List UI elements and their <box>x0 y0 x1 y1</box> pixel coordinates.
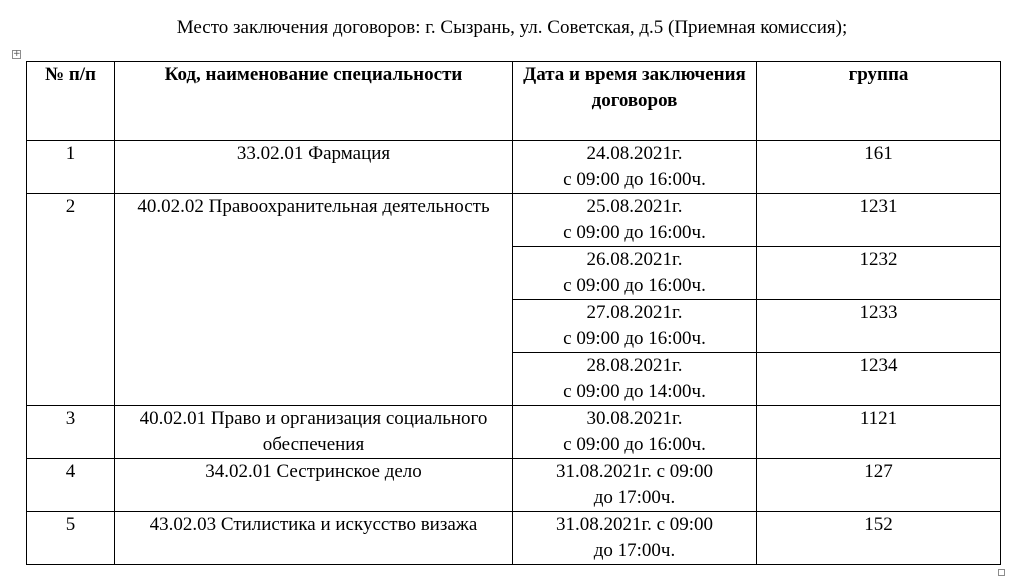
cell-date: 31.08.2021г. с 09:00 <box>555 461 714 482</box>
cell-group: 1233 <box>757 300 1001 353</box>
cell-date: 31.08.2021г. с 09:00 <box>555 514 714 535</box>
cell-num: 4 <box>27 459 115 512</box>
cell-group: 1234 <box>757 353 1001 406</box>
cell-date: 30.08.2021г. <box>586 408 683 429</box>
cell-datetime <box>513 300 757 353</box>
cell-group: 161 <box>757 141 1001 194</box>
cell-time: с 09:00 до 14:00ч. <box>563 381 706 402</box>
cell-time: с 09:00 до 16:00ч. <box>563 275 706 296</box>
cell-num: 2 <box>27 194 115 406</box>
cell-datetime <box>513 353 757 406</box>
cell-datetime <box>513 194 757 247</box>
cell-specialty: 40.02.01 Право и организация социального обеспечения <box>115 406 513 459</box>
cell-group: 1232 <box>757 247 1001 300</box>
header-specialty: Код, наименование специальности <box>115 62 513 141</box>
cell-group: 1231 <box>757 194 1001 247</box>
cell-date: 28.08.2021г. <box>586 355 683 376</box>
document-title: Место заключения договоров: г. Сызрань, ул. Советская, д.5 (Приемная комиссия); <box>176 17 848 38</box>
table-move-handle-icon[interactable]: + <box>13 49 21 59</box>
cell-datetime <box>513 406 757 459</box>
cell-specialty: 33.02.01 Фармация <box>115 141 513 194</box>
cell-datetime <box>513 512 757 565</box>
cell-time: с 09:00 до 16:00ч. <box>563 434 706 455</box>
cell-time: до 17:00ч. <box>593 487 676 508</box>
cell-num: 1 <box>27 141 115 194</box>
table-row <box>27 194 1001 247</box>
cell-date: 25.08.2021г. <box>586 196 683 217</box>
table-row <box>27 406 1001 459</box>
cell-group: 1121 <box>757 406 1001 459</box>
header-datetime: Дата и время заключения договоров <box>513 62 757 141</box>
cell-datetime <box>513 459 757 512</box>
cell-specialty: 43.02.03 Стилистика и искусство визажа <box>115 512 513 565</box>
table-row <box>27 459 1001 512</box>
cell-specialty: 40.02.02 Правоохранительная деятельность <box>115 194 513 406</box>
table-resize-handle-icon[interactable] <box>998 569 1005 576</box>
cell-time: с 09:00 до 16:00ч. <box>563 222 706 243</box>
table-row <box>27 512 1001 565</box>
contracts-table <box>26 61 1001 565</box>
header-group: группа <box>757 62 1001 141</box>
table-row <box>27 141 1001 194</box>
cell-date: 26.08.2021г. <box>586 249 683 270</box>
cell-group: 127 <box>757 459 1001 512</box>
cell-datetime <box>513 141 757 194</box>
cell-datetime <box>513 247 757 300</box>
table-header-row <box>27 62 1001 141</box>
cell-num: 5 <box>27 512 115 565</box>
cell-date: 27.08.2021г. <box>586 302 683 323</box>
cell-num: 3 <box>27 406 115 459</box>
header-num: № п/п <box>27 62 115 141</box>
cell-time: до 17:00ч. <box>593 540 676 561</box>
cell-time: с 09:00 до 16:00ч. <box>563 328 706 349</box>
cell-group: 152 <box>757 512 1001 565</box>
cell-date: 24.08.2021г. <box>586 143 683 164</box>
cell-time: с 09:00 до 16:00ч. <box>563 169 706 190</box>
cell-specialty: 34.02.01 Сестринское дело <box>115 459 513 512</box>
